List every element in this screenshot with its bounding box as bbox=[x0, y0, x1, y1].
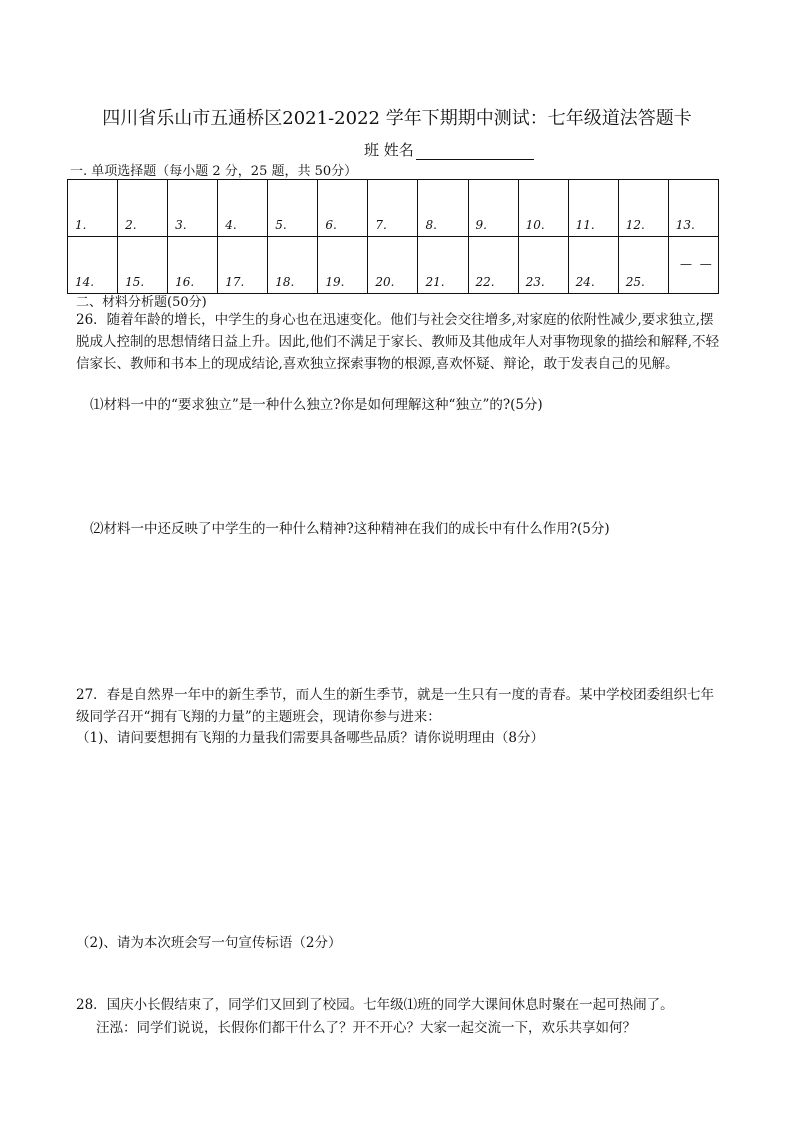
dash-mark: — — bbox=[679, 257, 714, 271]
answer-cell-12[interactable]: 12. bbox=[618, 180, 668, 237]
answer-cell-1[interactable]: 1. bbox=[68, 180, 118, 237]
q27-sub1: （1)、请问要想拥有飞翔的力量我们需要具备哪些品质？请你说明理由（8分） bbox=[76, 730, 544, 746]
q27-sub2: （2)、请为本次班会写一句宣传标语（2分） bbox=[76, 935, 342, 951]
section2-heading: 二、材料分析题(50分) bbox=[76, 295, 207, 310]
answer-cell-14[interactable]: 14. bbox=[68, 237, 118, 294]
answer-cell-20[interactable]: 20. bbox=[368, 237, 418, 294]
q26-sub1-answer-area[interactable] bbox=[76, 420, 722, 515]
answer-cell-4[interactable]: 4. bbox=[218, 180, 268, 237]
answer-cell-17[interactable]: 17. bbox=[218, 237, 268, 294]
section1-heading: 一. 单项选择题（每小题 2 分，25 题，共 50分） bbox=[70, 164, 358, 179]
q26-sub2-answer-area[interactable] bbox=[76, 545, 722, 675]
answer-cell-6[interactable]: 6. bbox=[318, 180, 368, 237]
page-title: 四川省乐山市五通桥区2021-2022 学年下期期中测试：七年级道法答题卡 bbox=[102, 108, 692, 129]
answer-cell-25[interactable]: 25. bbox=[618, 237, 668, 294]
answer-cell-11[interactable]: 11. bbox=[568, 180, 618, 237]
answer-cell-blank bbox=[668, 237, 718, 294]
answer-cell-15[interactable]: 15. bbox=[118, 237, 168, 294]
answer-cell-22[interactable]: 22. bbox=[468, 237, 518, 294]
answer-cell-18[interactable]: 18. bbox=[268, 237, 318, 294]
q26-sub2: ⑵材料一中还反映了中学生的一种什么精神?这种精神在我们的成长中有什么作用?(5分) bbox=[90, 521, 610, 537]
answer-cell-21[interactable]: 21. bbox=[418, 237, 468, 294]
answer-cell-19[interactable]: 19. bbox=[318, 237, 368, 294]
q28-dialog-1: 汪泓：同学们说说，长假你们都干什么了？开不开心？大家一起交流一下，欢乐共享如何？ bbox=[96, 1020, 636, 1036]
q28-material: 28．国庆小长假结束了，同学们又回到了校园。七年级⑴班的同学大课间休息时聚在一起可热闹了。 bbox=[76, 997, 674, 1013]
q26-sub1: ⑴材料一中的“要求独立”是一种什么独立?你是如何理解这种“独立”的?(5分) bbox=[90, 397, 543, 413]
answer-cell-24[interactable]: 24. bbox=[568, 237, 618, 294]
answer-cell-3[interactable]: 3. bbox=[168, 180, 218, 237]
answer-cell-13[interactable]: 13. bbox=[668, 180, 718, 237]
q27-sub2-answer-area[interactable] bbox=[76, 958, 722, 988]
name-line bbox=[364, 139, 534, 160]
answer-cell-2[interactable]: 2. bbox=[118, 180, 168, 237]
answer-cell-8[interactable]: 8. bbox=[418, 180, 468, 237]
answer-cell-16[interactable]: 16. bbox=[168, 237, 218, 294]
name-blank[interactable] bbox=[416, 145, 534, 160]
q26-material: 26．随着年龄的增长，中学生的身心也在迅速变化。他们与社会交往增多,对家庭的依附性减少,要求独立,摆脱成人控制的思想情绪日益上升。因此,他们不满足于家长、教师及其他成年人对事物现象的描绘和解释,不轻信家长、教师和书本上的现成结论,喜欢独立探索事物的根源,喜欢怀疑、辩论，敢于发表自己的见解。 bbox=[76, 312, 720, 372]
q27-material: 27．春是自然界一年中的新生季节，而人生的新生季节，就是一生只有一度的青春。某中学校团委组织七年级同学召开“拥有飞翔的力量”的主题班会，现请你参与进来： bbox=[76, 687, 715, 725]
answer-grid bbox=[67, 179, 719, 294]
answer-cell-23[interactable]: 23. bbox=[518, 237, 568, 294]
answer-cell-5[interactable]: 5. bbox=[268, 180, 318, 237]
answer-row-2 bbox=[68, 237, 719, 294]
q27-sub1-answer-area[interactable] bbox=[76, 753, 722, 928]
name-label: 班 姓名 bbox=[364, 141, 414, 159]
answer-cell-7[interactable]: 7. bbox=[368, 180, 418, 237]
answer-row-1 bbox=[68, 180, 719, 237]
answer-cell-9[interactable]: 9. bbox=[468, 180, 518, 237]
answer-cell-10[interactable]: 10. bbox=[518, 180, 568, 237]
